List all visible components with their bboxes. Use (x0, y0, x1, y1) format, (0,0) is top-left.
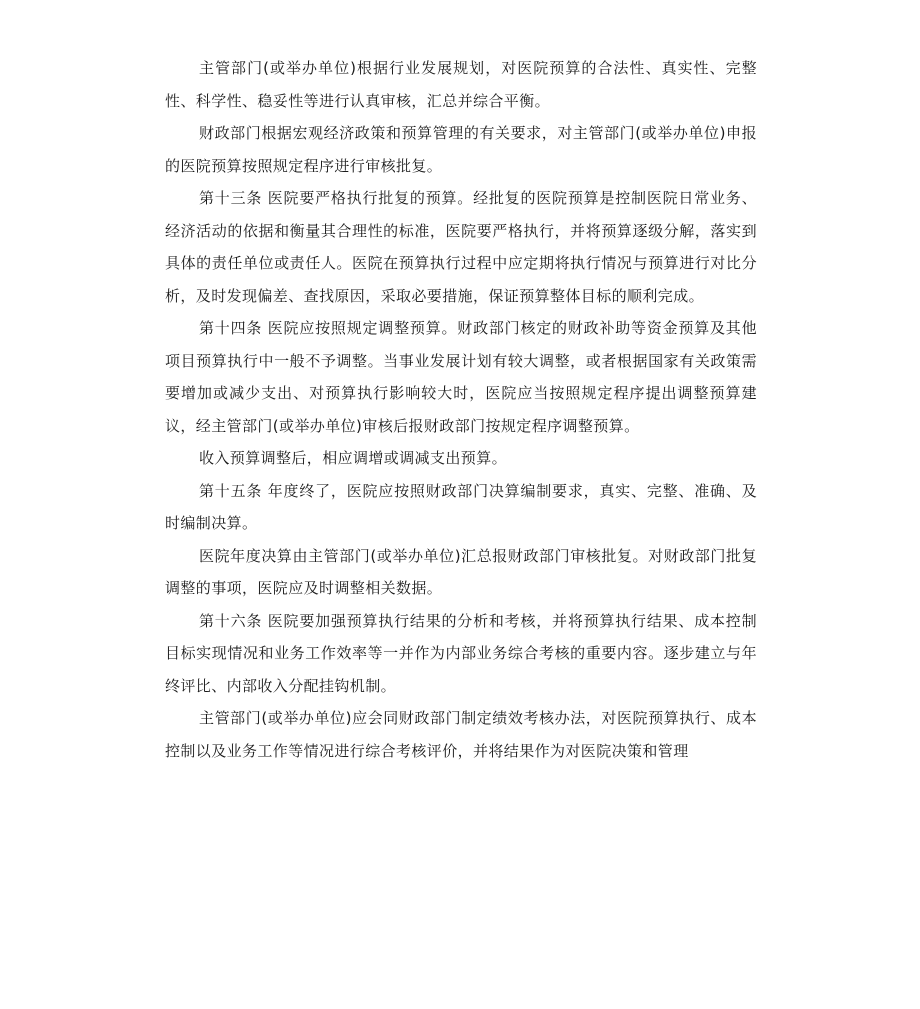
paragraph: 第十三条 医院要严格执行批复的预算。经批复的医院预算是控制医院日常业务、经济活动的依据和衡量其合理性的标准，医院要严格执行，并将预算逐级分解，落实到具体的责任单位或责任人。医院在预算执行过程中应定期将执行情况与预算进行对比分析，及时发现偏差、查找原因，采取必要措施，保证预算整体目标的顺利完成。 (165, 189, 757, 305)
paragraph: 主管部门(或举办单位)根据行业发展规划，对医院预算的合法性、真实性、完整性、科学性、稳妥性等进行认真审核，汇总并综合平衡。 (165, 59, 757, 110)
paragraph: 主管部门(或举办单位)应会同财政部门制定绩效考核办法，对医院预算执行、成本控制以及业务工作等情况进行综合考核评价，并将结果作为对医院决策和管理 (165, 709, 757, 760)
document-body (165, 52, 757, 767)
paragraph: 第十五条 年度终了，医院应按照财政部门决算编制要求，真实、完整、准确、及时编制决算。 (165, 481, 757, 532)
paragraph: 收入预算调整后，相应调增或调减支出预算。 (199, 449, 508, 467)
paragraph: 第十六条 医院要加强预算执行结果的分析和考核，并将预算执行结果、成本控制目标实现情况和业务工作效率等一并作为内部业务综合考核的重要内容。逐步建立与年终评比、内部收入分配挂钩机制。 (165, 611, 757, 695)
paragraph: 财政部门根据宏观经济政策和预算管理的有关要求，对主管部门(或举办单位)申报的医院预算按照规定程序进行审核批复。 (165, 124, 757, 175)
paragraph: 第十四条 医院应按照规定调整预算。财政部门核定的财政补助等资金预算及其他项目预算执行中一般不予调整。当事业发展计划有较大调整，或者根据国家有关政策需要增加或减少支出、对预算执行影响较大时，医院应当按照规定程序提出调整预算建议，经主管部门(或举办单位)审核后报财政部门按规定程序调整预算。 (165, 319, 757, 435)
paragraph: 医院年度决算由主管部门(或举办单位)汇总报财政部门审核批复。对财政部门批复调整的事项，医院应及时调整相关数据。 (165, 546, 757, 597)
